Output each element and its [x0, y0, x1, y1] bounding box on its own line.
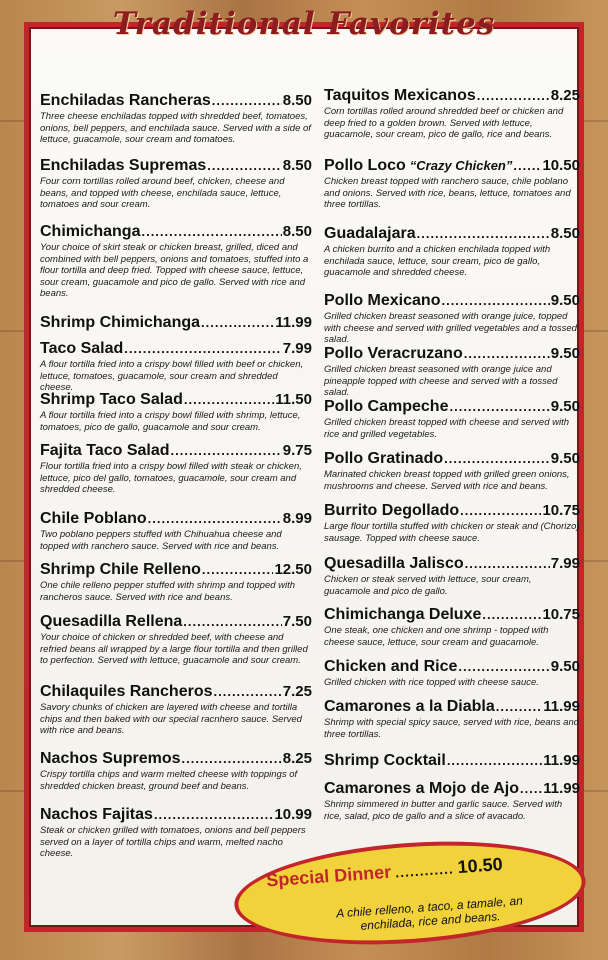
item-price: 10.99: [274, 806, 312, 823]
item-description: Shrimp with special spicy sauce, served with rice, beans and three tortillas.: [324, 717, 580, 740]
menu-title: Traditional Favorites: [112, 6, 496, 42]
item-name: Camarones a la Diabla: [324, 698, 495, 715]
menu-item: [40, 157, 312, 211]
item-description: Grilled chicken breast topped with cheese and served with rice and grilled vegetables.: [324, 417, 570, 440]
item-name: Chilaquiles Rancheros: [40, 683, 213, 700]
item-price: 9.75: [282, 442, 312, 459]
item-description: Marinated chicken breast topped with grilled green onions, mushrooms and cheese. Served with rice and beans.: [324, 469, 570, 492]
item-price: 9.50: [550, 658, 580, 675]
menu-item: [40, 92, 312, 146]
item-name: Enchiladas Rancheras: [40, 92, 211, 109]
menu-item: [40, 806, 312, 860]
menu-item: [40, 442, 312, 496]
menu-item: [324, 398, 580, 440]
item-price: 12.50: [274, 561, 312, 578]
item-price: 9.50: [550, 398, 580, 415]
item-description: A flour tortilla fried into a crispy bowl filled with beef or chicken, lettuce, tomatoes, guacamole, sour cream and shredded cheese.: [40, 359, 304, 393]
item-description: One chile relleno pepper stuffed with shrimp and topped with rancheros sauce. Served with rice and beans.: [40, 580, 296, 603]
menu-item: [324, 780, 580, 822]
item-description: Steak or chicken grilled with tomatoes, onions and bell peppers served on a layer of tortilla chips and warm, melted nacho cheese.: [40, 825, 306, 859]
item-price: 8.25: [550, 87, 580, 104]
menu-item: [324, 225, 580, 279]
item-description: Your choice of chicken or shredded beef, with cheese and refried beans all wrapped by a large flour tortilla and then grilled to perfection. Served with lettuce, guacamole and sour cream.: [40, 632, 308, 666]
item-price: 8.25: [282, 750, 312, 767]
item-name: Chile Poblano: [40, 510, 147, 527]
item-price: 8.50: [282, 223, 312, 240]
item-name: Taco Salad: [40, 340, 124, 357]
item-name: Quesadilla Rellena: [40, 613, 183, 630]
item-name: Taquitos Mexicanos: [324, 87, 476, 104]
menu-item: [324, 345, 580, 399]
item-description: Chicken or steak served with lettuce, sour cream, guacamole and pico de gallo.: [324, 574, 532, 597]
item-name: Shrimp Chile Relleno: [40, 561, 201, 578]
menu-item: [40, 340, 312, 394]
item-price: 7.50: [282, 613, 312, 630]
menu-item: [40, 223, 312, 300]
item-description: A flour tortilla fried into a crispy bowl filled with shrimp, lettuce, tomatoes, pico de gallo, guacamole and sour cream.: [40, 410, 301, 433]
item-name: Pollo Loco: [324, 157, 406, 174]
item-name: Shrimp Cocktail: [324, 752, 446, 769]
item-price: 11.50: [275, 391, 312, 408]
menu-item: [324, 606, 580, 648]
item-name: Pollo Campeche: [324, 398, 449, 415]
item-price: 8.50: [282, 157, 312, 174]
menu-item: [324, 658, 580, 689]
item-description: Savory chunks of chicken are layered with cheese and tortilla chips and then baked with our special racnhero sauce. Served with rice and beans.: [40, 702, 302, 736]
menu-item: [40, 613, 312, 667]
item-price: 10.50: [542, 157, 580, 174]
menu-item: [40, 750, 312, 792]
menu-item: [324, 502, 580, 544]
item-description: Grilled chicken breast seasoned with orange juice, topped with cheese and served with grilled vegetables and a tossed salad.: [324, 311, 577, 345]
menu-item: [324, 752, 580, 770]
menu-item: [40, 561, 312, 603]
item-description: Crispy tortilla chips and warm melted cheese with toppings of shredded chicken breast, ground beef and beans.: [40, 769, 298, 792]
menu-item: [324, 87, 580, 141]
item-price: 11.99: [543, 698, 580, 715]
item-name: Pollo Gratinado: [324, 450, 444, 467]
item-name: Shrimp Chimichanga: [40, 314, 201, 331]
item-name: Chimichanga: [40, 223, 141, 240]
item-name: Guadalajara: [324, 225, 416, 242]
item-description: Corn tortillas rolled around shredded beef or chicken and deep fried to a golden brown. Served with lettuce, guacamole, sour cream, pico de gallo, rice and beans.: [324, 106, 564, 140]
item-description: Grilled chicken breast seasoned with orange juice and pineapple topped with cheese and served with a tossed salad.: [324, 364, 558, 398]
item-name: Fajita Taco Salad: [40, 442, 170, 459]
item-price: 9.50: [550, 292, 580, 309]
special-dinner-name: Special Dinner: [265, 861, 392, 891]
item-description: One steak, one chicken and one shrimp - topped with cheese sauce, lettuce, sour cream and guacamole.: [324, 625, 549, 648]
item-name: Pollo Mexicano: [324, 292, 441, 309]
item-name: Camarones a Mojo de Ajo: [324, 780, 519, 797]
item-subtitle: “Crazy Chicken”: [409, 158, 513, 173]
item-name: Shrimp Taco Salad: [40, 391, 183, 408]
menu-item: [40, 683, 312, 737]
menu-item: [324, 450, 580, 492]
item-description: Grilled chicken with rice topped with cheese sauce.: [324, 677, 539, 688]
item-price: 7.25: [282, 683, 312, 700]
item-price: 8.50: [550, 225, 580, 242]
menu-item: [40, 391, 312, 433]
item-price: 8.50: [282, 92, 312, 109]
menu-item: [40, 314, 312, 332]
item-description: Shrimp simmered in butter and garlic sauce. Served with rice, salad, pico de gallo and a slice of avacado.: [324, 799, 563, 822]
item-description: Large flour tortilla stuffed with chicken or steak and (Chorizo) sausage. Topped with cheese sauce.: [324, 521, 580, 544]
item-description: Your choice of skirt steak or chicken breast, grilled, diced and combined with bell peppers, onions and tomatoes, stuffed into a flour tortilla and deep fried. Topped with cheese sauce, lettuce, sour cream, guacamole and pico de gallo. Served with rice and beans.: [40, 242, 309, 299]
item-description: Three cheese enchiladas topped with shredded beef, tomatoes, onions, bell peppers, and enchilada sauce. Served with a side of lettuce, guacamole, sour cream and tomatoes.: [40, 111, 311, 145]
item-price: 11.99: [543, 752, 580, 769]
menu-item: [324, 555, 580, 597]
special-dinner-description: A chile relleno, a taco, a tamale, an enchilada, rice and beans.: [335, 893, 524, 933]
item-price: 8.99: [282, 510, 312, 527]
item-name: Chicken and Rice: [324, 658, 458, 675]
item-price: 9.50: [550, 345, 580, 362]
item-price: 10.75: [542, 502, 580, 519]
menu-item: [324, 292, 580, 346]
item-description: Two poblano peppers stuffed with Chihuahua cheese and topped with ranchero sauce. Served with rice and beans.: [40, 529, 282, 552]
item-price: 9.50: [550, 450, 580, 467]
item-description: Four corn tortillas rolled around beef, chicken, cheese and beans, and topped with cheese, enchilada sauce, lettuce, tomatoes and sour cream.: [40, 176, 285, 210]
item-name: Chimichanga Deluxe: [324, 606, 482, 623]
item-name: Nachos Supremos: [40, 750, 181, 767]
menu-item: [40, 510, 312, 552]
item-name: Enchiladas Supremas: [40, 157, 207, 174]
item-price: 10.75: [542, 606, 580, 623]
item-name: Quesadilla Jalisco: [324, 555, 464, 572]
item-description: Flour tortilla fried into a crispy bowl filled with steak or chicken, lettuce, pico del gallo, tomatoes, guacamole, sour cream and shredded cheese.: [40, 461, 302, 495]
menu-item: [324, 157, 580, 211]
menu-item: [324, 698, 580, 740]
item-description: A chicken burrito and a chicken enchilada topped with enchilada sauce, lettuce, sour cream, pico de gallo, guacamole and shredded cheese.: [324, 244, 551, 278]
item-name: Pollo Veracruzano: [324, 345, 463, 362]
item-price: 11.99: [275, 314, 312, 331]
item-description: Chicken breast topped with ranchero sauce, chile poblano and onions. Served with rice, beans, lettuce, tomatoes and three tortillas.: [324, 176, 571, 210]
special-dinner-dots: ............: [394, 860, 455, 881]
special-dinner-price: 10.50: [456, 853, 504, 878]
item-price: 7.99: [282, 340, 312, 357]
item-name: Burrito Degollado: [324, 502, 460, 519]
item-name: Nachos Fajitas: [40, 806, 153, 823]
item-price: 11.99: [543, 780, 580, 797]
item-price: 7.99: [550, 555, 580, 572]
